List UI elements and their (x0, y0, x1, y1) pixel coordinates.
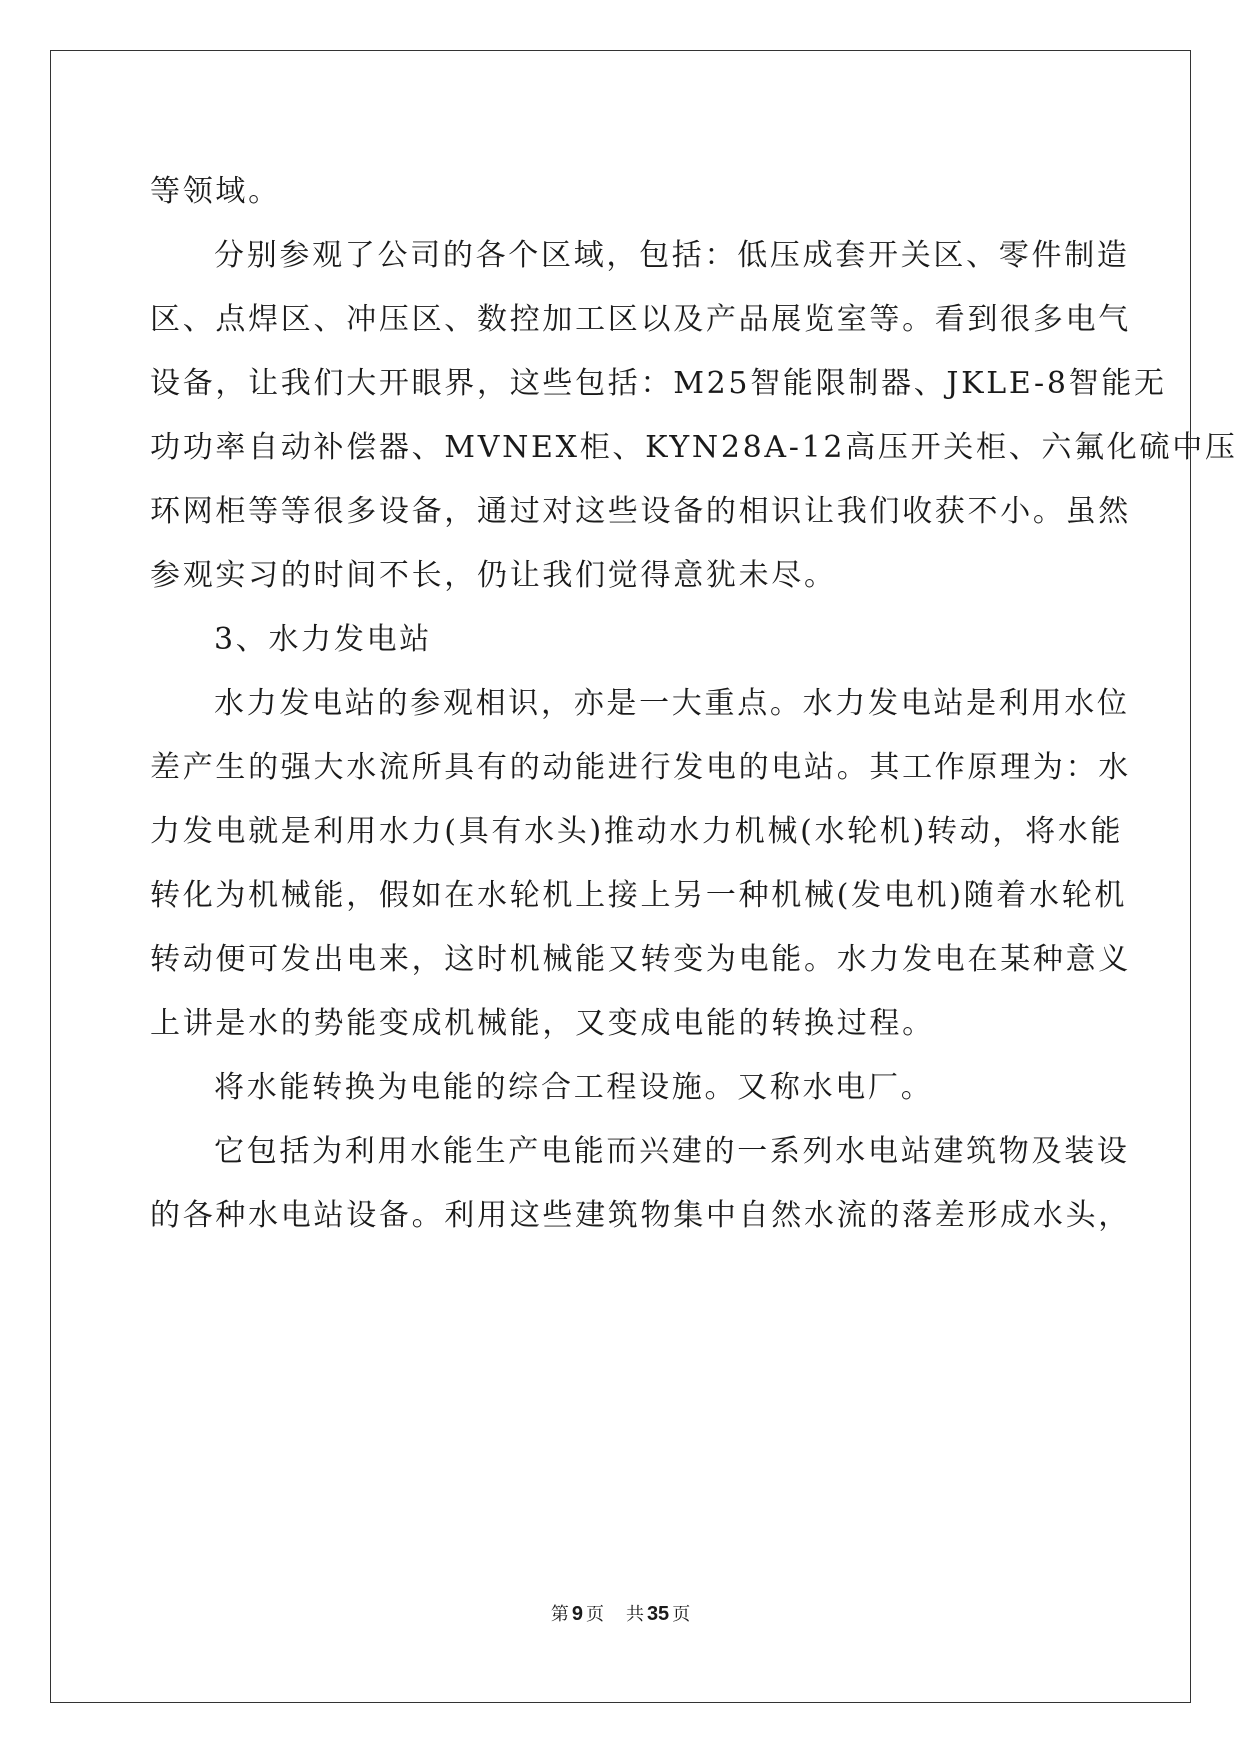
total-suffix: 页 (672, 1604, 691, 1625)
paragraph-line: 等领域。 (150, 174, 281, 209)
paragraph-line: 环网柜等等很多设备，通过对这些设备的相识让我们收获不小。虽然 (150, 494, 1131, 529)
paragraph-line: 参观实习的时间不长，仍让我们觉得意犹未尽。 (150, 558, 837, 593)
paragraph-line: 上讲是水的势能变成机械能，又变成电能的转换过程。 (150, 1006, 935, 1041)
paragraph-line: 区、点焊区、冲压区、数控加工区以及产品展览室等。看到很多电气 (150, 302, 1131, 337)
paragraph-line: 力发电就是利用水力(具有水头)推动水力机械(水轮机)转动，将水能 (150, 814, 1124, 849)
page-suffix: 页 (585, 1604, 604, 1625)
document-body (150, 160, 1238, 1248)
total-pages: 35 (646, 1603, 670, 1625)
page-prefix: 第 (550, 1604, 569, 1625)
paragraph-line: 功功率自动补偿器、MVNEX柜、KYN28A-12高压开关柜、六氟化硫中压 (150, 430, 1238, 465)
paragraph-line: 设备，让我们大开眼界，这些包括：M25智能限制器、JKLE-8智能无 (150, 366, 1167, 401)
section-heading: 3、水力发电站 (214, 622, 432, 657)
page-number: 9 (571, 1603, 583, 1625)
total-prefix: 共 (625, 1604, 644, 1625)
paragraph-line: 它包括为利用水能生产电能而兴建的一系列水电站建筑物及装设 (214, 1134, 1130, 1169)
paragraph-line: 转化为机械能，假如在水轮机上接上另一种机械(发电机)随着水轮机 (150, 878, 1128, 913)
paragraph-line: 分别参观了公司的各个区域，包括：低压成套开关区、零件制造 (214, 238, 1130, 273)
page-footer (0, 1600, 1241, 1626)
paragraph-line: 差产生的强大水流所具有的动能进行发电的电站。其工作原理为：水 (150, 750, 1131, 785)
paragraph-line: 转动便可发出电来，这时机械能又转变为电能。水力发电在某种意义 (150, 942, 1131, 977)
paragraph-line: 将水能转换为电能的综合工程设施。又称水电厂。 (214, 1070, 934, 1105)
paragraph-line: 的各种水电站设备。利用这些建筑物集中自然水流的落差形成水头， (150, 1198, 1131, 1233)
paragraph-line: 水力发电站的参观相识，亦是一大重点。水力发电站是利用水位 (214, 686, 1130, 721)
